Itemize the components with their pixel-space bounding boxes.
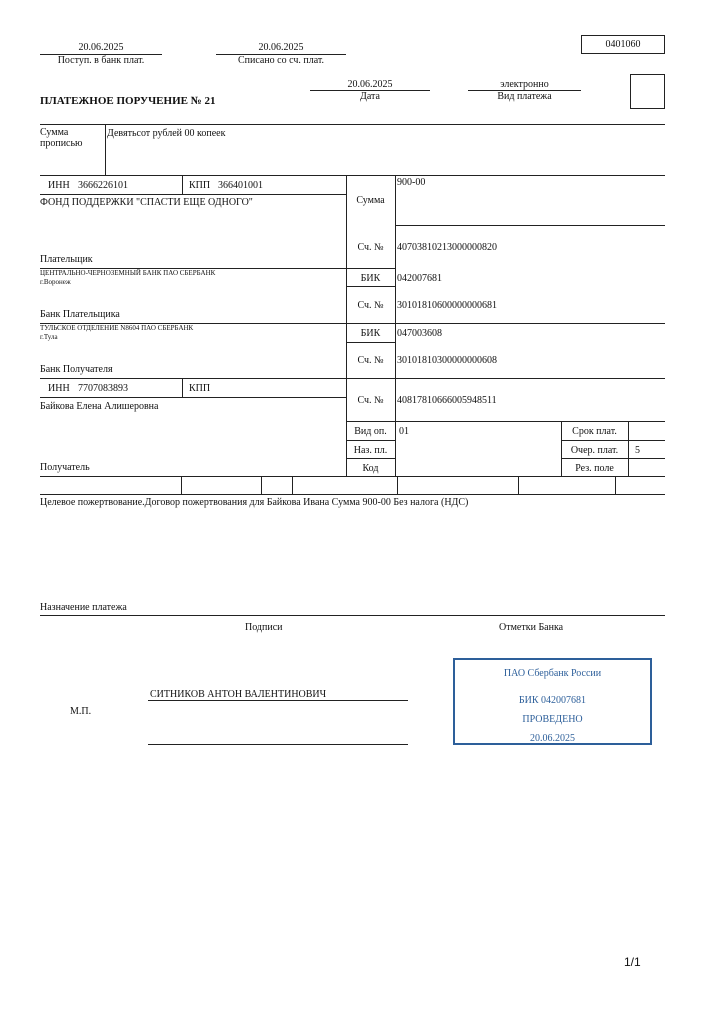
payer-name: ФОНД ПОДДЕРЖКИ "СПАСТИ ЕЩЕ ОДНОГО" bbox=[40, 197, 253, 208]
payee-bank-city: г.Тула bbox=[40, 333, 58, 341]
page-number: 1/1 bbox=[624, 955, 641, 969]
payee-inn-line bbox=[40, 397, 346, 398]
signatures-label: Подписи bbox=[245, 622, 283, 633]
stamp-date: 20.06.2025 bbox=[530, 733, 575, 744]
payer-kpp-label: КПП bbox=[189, 180, 211, 191]
tax-col-6 bbox=[615, 476, 616, 494]
payer-bank-name: ЦЕНТРАЛЬНО-ЧЕРНОЗЕМНЫЙ БАНК ПАО СБЕРБАНК bbox=[40, 269, 216, 277]
payee-account: 40817810666005948511 bbox=[397, 395, 497, 406]
priority-label: Очер. плат. bbox=[570, 445, 619, 456]
payer-inn-kpp-divider bbox=[182, 175, 183, 194]
codes-right-divider-2 bbox=[628, 421, 629, 476]
payee-inn-label: ИНН bbox=[48, 383, 70, 394]
payer-bank-bik-label: БИК bbox=[360, 273, 381, 284]
payer-bank-account-label: Сч. № bbox=[357, 300, 384, 311]
tax-col-4 bbox=[397, 476, 398, 494]
priority: 5 bbox=[635, 445, 640, 456]
payer-amount: 900-00 bbox=[397, 177, 426, 188]
purpose-bottom-line bbox=[40, 615, 665, 616]
stamp-bik: БИК 042007681 bbox=[518, 695, 587, 706]
payee-bank-bik: 047003608 bbox=[397, 328, 442, 339]
payee-bank-account-label: Сч. № bbox=[357, 355, 384, 366]
purpose-code-label: Наз. пл. bbox=[353, 445, 388, 456]
payer-kpp: 366401001 bbox=[218, 180, 263, 191]
stamp-status: ПРОВЕДЕНО bbox=[522, 714, 583, 725]
bik-box-top bbox=[346, 286, 395, 287]
bank-stamp bbox=[453, 658, 652, 745]
tax-col-1 bbox=[181, 476, 182, 494]
codes-line-2-right bbox=[561, 440, 665, 441]
payee-bik-bottom bbox=[346, 342, 395, 343]
codes-line-3-left bbox=[346, 458, 395, 459]
payer-account-label: Сч. № bbox=[357, 242, 384, 253]
payee-inn-kpp-divider bbox=[182, 378, 183, 397]
purpose-text: Целевое пожертвование.Договор пожертвования для Байкова Ивана Сумма 900-00 Без налога (НДС) bbox=[40, 497, 469, 508]
debited-label: Списано со сч. плат. bbox=[237, 55, 325, 66]
payee-bank-account: 30101810300000000608 bbox=[397, 355, 497, 366]
payee-bank-bottom-line bbox=[40, 378, 665, 379]
stamp-bank-name: ПАО Сбербанк России bbox=[503, 668, 602, 679]
payee-bank-bik-label: БИК bbox=[360, 328, 381, 339]
grid-vline-values bbox=[395, 175, 396, 476]
payee-inn: 7707083893 bbox=[78, 383, 128, 394]
payment-type-label: Вид платежа bbox=[497, 91, 552, 102]
signature-line-1 bbox=[148, 700, 408, 701]
status-box bbox=[630, 74, 665, 109]
amount-words-divider bbox=[105, 124, 106, 175]
bank-marks-label: Отметки Банка bbox=[499, 622, 564, 633]
document-title: ПЛАТЕЖНОЕ ПОРУЧЕНИЕ № 21 bbox=[40, 95, 216, 107]
code-label: Код bbox=[362, 463, 379, 474]
order-date: 20.06.2025 bbox=[347, 79, 393, 90]
payer-inn-line bbox=[40, 194, 346, 195]
codes-line-3-right bbox=[561, 458, 665, 459]
received-date: 20.06.2025 bbox=[78, 42, 124, 53]
payee-bottom-line bbox=[40, 476, 665, 477]
payer-amount-label: Сумма bbox=[356, 195, 385, 206]
payer-inn-label: ИНН bbox=[48, 180, 70, 191]
payee-account-label: Сч. № bbox=[357, 395, 384, 406]
tax-col-3 bbox=[292, 476, 293, 494]
op-type: 01 bbox=[399, 426, 409, 437]
amount-words-label-2: прописью bbox=[40, 138, 83, 149]
debited-date: 20.06.2025 bbox=[258, 42, 304, 53]
purpose-label: Назначение платежа bbox=[40, 602, 127, 613]
payee-bank-name: ТУЛЬСКОЕ ОТДЕЛЕНИЕ N8604 ПАО СБЕРБАНК bbox=[40, 324, 194, 332]
op-type-label: Вид оп. bbox=[354, 426, 387, 437]
reserve-label: Рез. поле bbox=[575, 463, 614, 474]
payer-inn: 3666226101 bbox=[78, 180, 128, 191]
payer-account: 40703810213000000820 bbox=[397, 242, 497, 253]
codes-top-line bbox=[346, 421, 665, 422]
signer-name: СИТНИКОВ АНТОН ВАЛЕНТИНОВИЧ bbox=[150, 689, 327, 700]
codes-line-2-left bbox=[346, 440, 395, 441]
payment-type: электронно bbox=[500, 79, 549, 90]
form-code: 0401060 bbox=[605, 39, 641, 50]
signature-line-2 bbox=[148, 744, 408, 745]
payee-bank-role-label: Банк Получателя bbox=[40, 364, 113, 375]
payee-kpp-label: КПП bbox=[189, 383, 211, 394]
amount-words-bottom-line bbox=[40, 175, 665, 176]
amount-words-label-1: Сумма bbox=[40, 127, 69, 138]
payer-role-label: Плательщик bbox=[40, 254, 93, 265]
order-date-label: Дата bbox=[360, 91, 380, 102]
payer-bank-city: г.Воронеж bbox=[40, 278, 71, 286]
tax-col-5 bbox=[518, 476, 519, 494]
payer-bank-bik: 042007681 bbox=[397, 273, 442, 284]
payer-bank-account: 30101810600000000681 bbox=[397, 300, 497, 311]
seal-place-label: М.П. bbox=[70, 706, 92, 717]
received-label: Поступ. в банк плат. bbox=[57, 55, 145, 66]
amount-words-top-line bbox=[40, 124, 665, 125]
due-label: Срок плат. bbox=[572, 426, 617, 437]
payer-bank-role-label: Банк Плательщика bbox=[40, 309, 120, 320]
tax-row-bottom-line bbox=[40, 494, 665, 495]
payee-role-label: Получатель bbox=[40, 462, 90, 473]
tax-col-2 bbox=[261, 476, 262, 494]
amount-words-value: Девятьсот рублей 00 копеек bbox=[107, 128, 226, 139]
payee-name: Байкова Елена Алишеровна bbox=[40, 401, 159, 412]
amount-bottom-line bbox=[395, 225, 665, 226]
payer-acc-bottom bbox=[346, 268, 395, 269]
